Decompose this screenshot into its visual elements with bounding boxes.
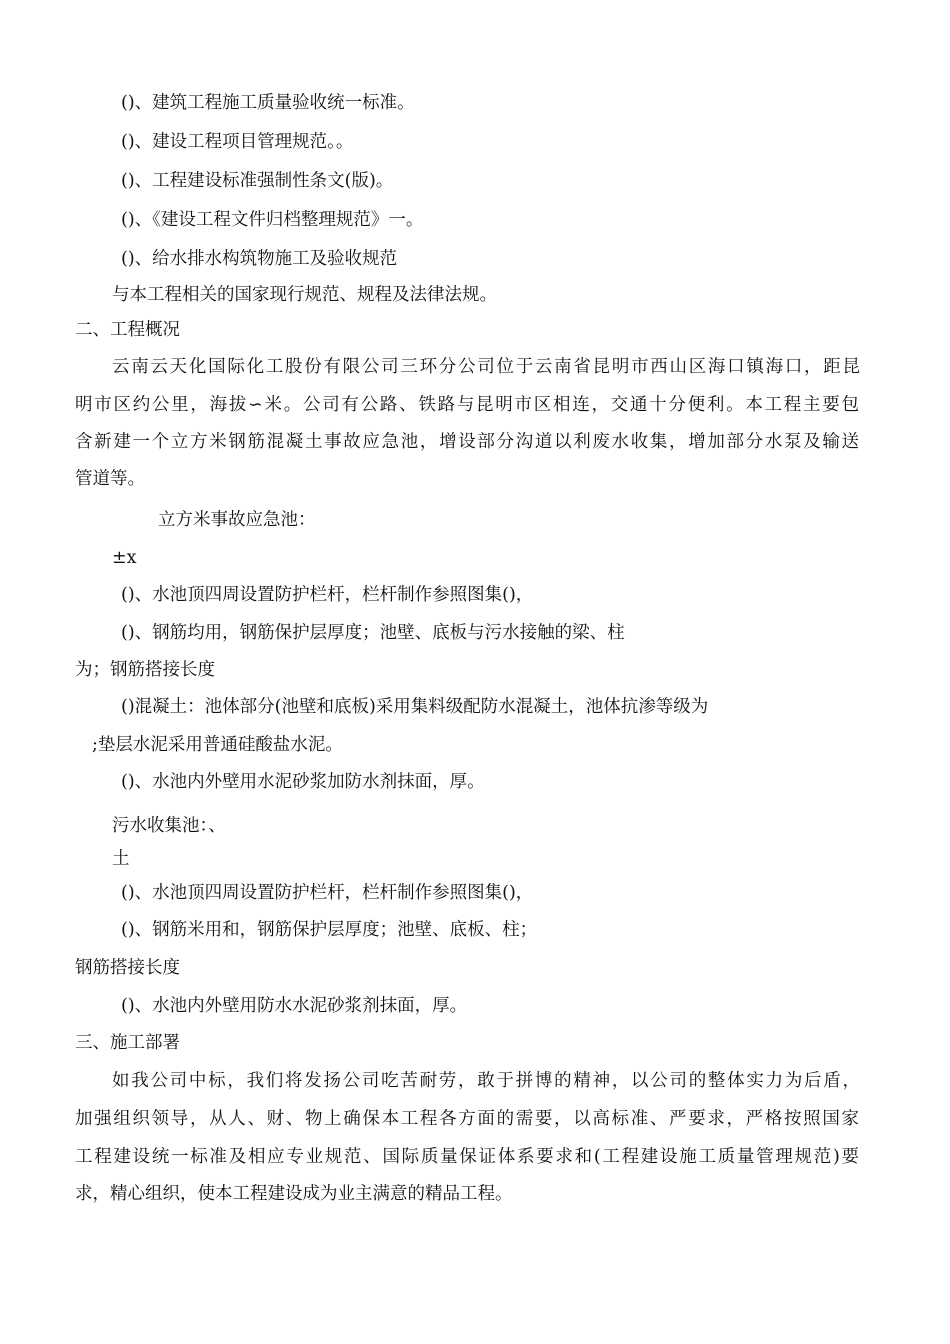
overview-paragraph-line-4: 管道等。 [75,469,145,489]
sewage-pool-item-2-continued: 钢筋搭接长度 [75,958,180,978]
standard-item-3: ()、工程建设标准强制性条文(版)。 [121,171,394,191]
deployment-paragraph-line-3: 工程建设统一标准及相应专业规范、国际质量保证体系要求和(工程建设施工质量管理规范)要 [75,1147,859,1167]
sewage-pool-item-1: ()、水池顶四周设置防护栏杆，栏杆制作参照图集()， [121,883,534,903]
standard-item-4: ()、《建设工程文件归档整理规范》一。 [121,210,424,230]
overview-paragraph-line-2: 明市区约公里，海拔∽米。公司有公路、铁路与昆明市区相连，交通十分便利。本工程主要包 [75,395,859,415]
section-heading-overview: 二、工程概况 [75,320,180,340]
deployment-paragraph-line-1: 如我公司中标，我们将发扬公司吃苦耐劳，敢于拼博的精神，以公司的整体实力为后盾， [112,1071,860,1091]
overview-paragraph-line-3: 含新建一个立方米钢筋混凝土事故应急池，增设部分沟道以利废水收集，增加部分水泵及输送 [75,432,859,452]
sewage-pool-dimensions: 土 [112,849,130,869]
emergency-pool-item-2: ()、钢筋均用，钢筋保护层厚度；池壁、底板与污水接触的梁、柱 [121,623,625,643]
sewage-pool-title: 污水收集池：、 [112,816,226,836]
emergency-pool-item-3-continued: ;垫层水泥采用普通硅酸盐水泥。 [92,735,343,755]
deployment-paragraph-line-4: 求，精心组织，使本工程建设成为业主满意的精品工程。 [75,1184,513,1204]
emergency-pool-dimensions: ±x [112,548,137,568]
standard-item-5: ()、给水排水构筑物施工及验收规范 [121,249,398,269]
standard-item-1: ()、建筑工程施工质量验收统一标准。 [121,93,415,113]
standards-summary: 与本工程相关的国家现行规范、规程及法律法规。 [112,285,497,305]
emergency-pool-item-4: ()、水池内外壁用水泥砂浆加防水剂抹面，厚。 [121,772,485,792]
sewage-pool-item-3: ()、水池内外壁用防水水泥砂浆剂抹面，厚。 [121,996,468,1016]
overview-paragraph-line-1: 云南云天化国际化工股份有限公司三环分公司位于云南省昆明市西山区海口镇海口，距昆 [112,357,860,377]
emergency-pool-item-2-continued: 为；钢筋搭接长度 [75,660,215,680]
section-heading-deployment: 三、施工部署 [75,1033,180,1053]
sewage-pool-item-2: ()、钢筋米用和，钢筋保护层厚度；池壁、底板、柱； [121,920,538,940]
standard-item-2: ()、建设工程项目管理规范。。 [121,132,354,152]
emergency-pool-title: 立方米事故应急池： [158,510,316,530]
emergency-pool-item-1: ()、水池顶四周设置防护栏杆，栏杆制作参照图集()， [121,585,534,605]
deployment-paragraph-line-2: 加强组织领导，从人、财、物上确保本工程各方面的需要，以高标准、严要求，严格按照国家 [75,1109,859,1129]
emergency-pool-item-3: ()混凝土：池体部分(池壁和底板)采用集料级配防水混凝土，池体抗渗等级为 [121,697,709,717]
